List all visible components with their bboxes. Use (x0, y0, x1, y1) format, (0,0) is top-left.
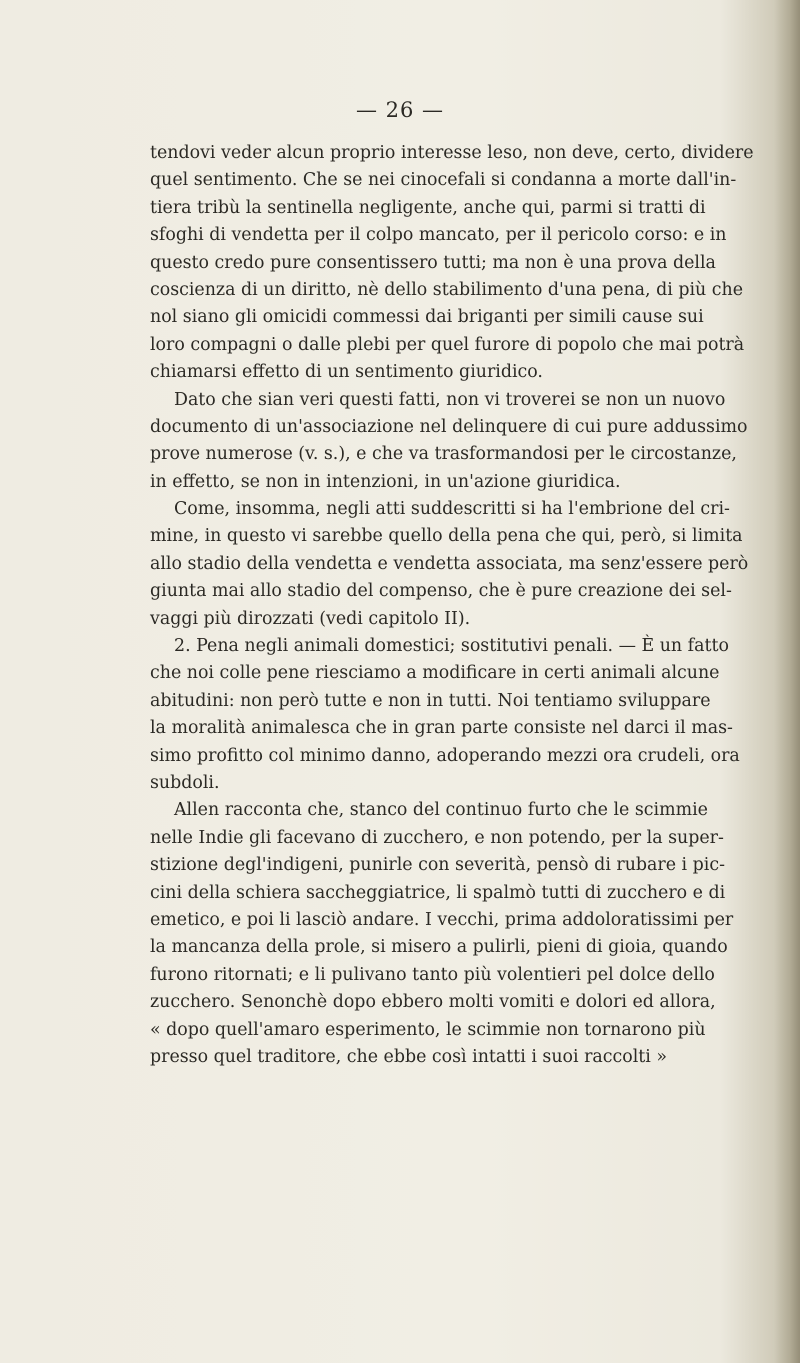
text-line: stizione degl'indigeni, punirle con severità, pensò di rubare i pic- (150, 855, 725, 876)
text-line: allo stadio della vendetta e vendetta associata, ma senz'essere però (150, 553, 749, 574)
text-line: giunta mai allo stadio del compenso, che è pure creazione dei sel- (150, 581, 732, 602)
text-line: prove numerose (v. s.), e che va trasformandosi per le circostanze, (150, 444, 737, 465)
text-line: mine, in questo vi sarebbe quello della pena che qui, però, si limita (150, 526, 743, 547)
text-line: quel sentimento. Che se nei cinocefali si condanna a morte dall'in- (150, 170, 737, 191)
text-line: furono ritornati; e li pulivano tanto più volentieri pel dolce dello (150, 964, 715, 985)
body-text (150, 140, 754, 1071)
text-line: loro compagni o dalle plebi per quel furore di popolo che mai potrà (150, 334, 745, 355)
text-line: vaggi più dirozzati (vedi capitolo II). (150, 608, 471, 629)
text-line: subdoli. (150, 772, 220, 793)
text-line: simo profitto col minimo danno, adoperando mezzi ora crudeli, ora (150, 745, 740, 766)
text-line: abitudini: non però tutte e non in tutti. Noi tentiamo sviluppare (150, 690, 711, 711)
section-heading-line: 2. Pena negli animali domestici; sostitutivi penali. — È un fatto (174, 636, 729, 657)
text-line: questo credo pure consentissero tutti; ma non è una prova della (150, 252, 716, 273)
text-line: la mancanza della prole, si misero a pulirli, pieni di gioia, quando (150, 937, 728, 958)
text-line: documento di un'associazione nel delinquere di cui pure addussimo (150, 416, 748, 437)
text-line: sfoghi di vendetta per il colpo mancato, per il pericolo corso: e in (150, 225, 727, 246)
text-line: tiera tribù la sentinella negligente, anche qui, parmi si tratti di (150, 197, 706, 218)
text-line: nol siano gli omicidi commessi dai briganti per simili cause sui (150, 307, 704, 328)
text-line: che noi colle pene riesciamo a modificare in certi animali alcune (150, 663, 720, 684)
text-line: nelle Indie gli facevano di zucchero, e non potendo, per la super- (150, 827, 724, 848)
text-line: « dopo quell'amaro esperimento, le scimmie non tornarono più (150, 1019, 706, 1040)
page-number: — 26 — (355, 98, 445, 122)
text-line: Dato che sian veri questi fatti, non vi troverei se non un nuovo (174, 389, 726, 410)
text-line: coscienza di un diritto, nè dello stabilimento d'una pena, di più che (150, 279, 743, 300)
text-line: cini della schiera saccheggiatrice, li spalmò tutti di zucchero e di (150, 882, 726, 903)
text-line: Come, insomma, negli atti suddescritti si ha l'embrione del cri- (174, 499, 730, 520)
text-line: Allen racconta che, stanco del continuo furto che le scimmie (174, 800, 708, 821)
text-line: tendovi veder alcun proprio interesse leso, non deve, certo, dividere (150, 143, 754, 163)
text-line: la moralità animalesca che in gran parte consiste nel darci il mas- (150, 718, 733, 739)
page-edge-shadow (774, 0, 800, 1363)
text-line: zucchero. Senonchè dopo ebbero molti vomiti e dolori ed allora, (150, 992, 716, 1013)
text-line: presso quel traditore, che ebbe così intatti i suoi raccolti » (150, 1046, 668, 1067)
text-line: in effetto, se non in intenzioni, in un'azione giuridica. (150, 471, 621, 492)
text-line: chiamarsi effetto di un sentimento giuridico. (150, 362, 543, 383)
text-line: emetico, e poi li lasciò andare. I vecchi, prima addoloratissimi per (150, 909, 734, 930)
